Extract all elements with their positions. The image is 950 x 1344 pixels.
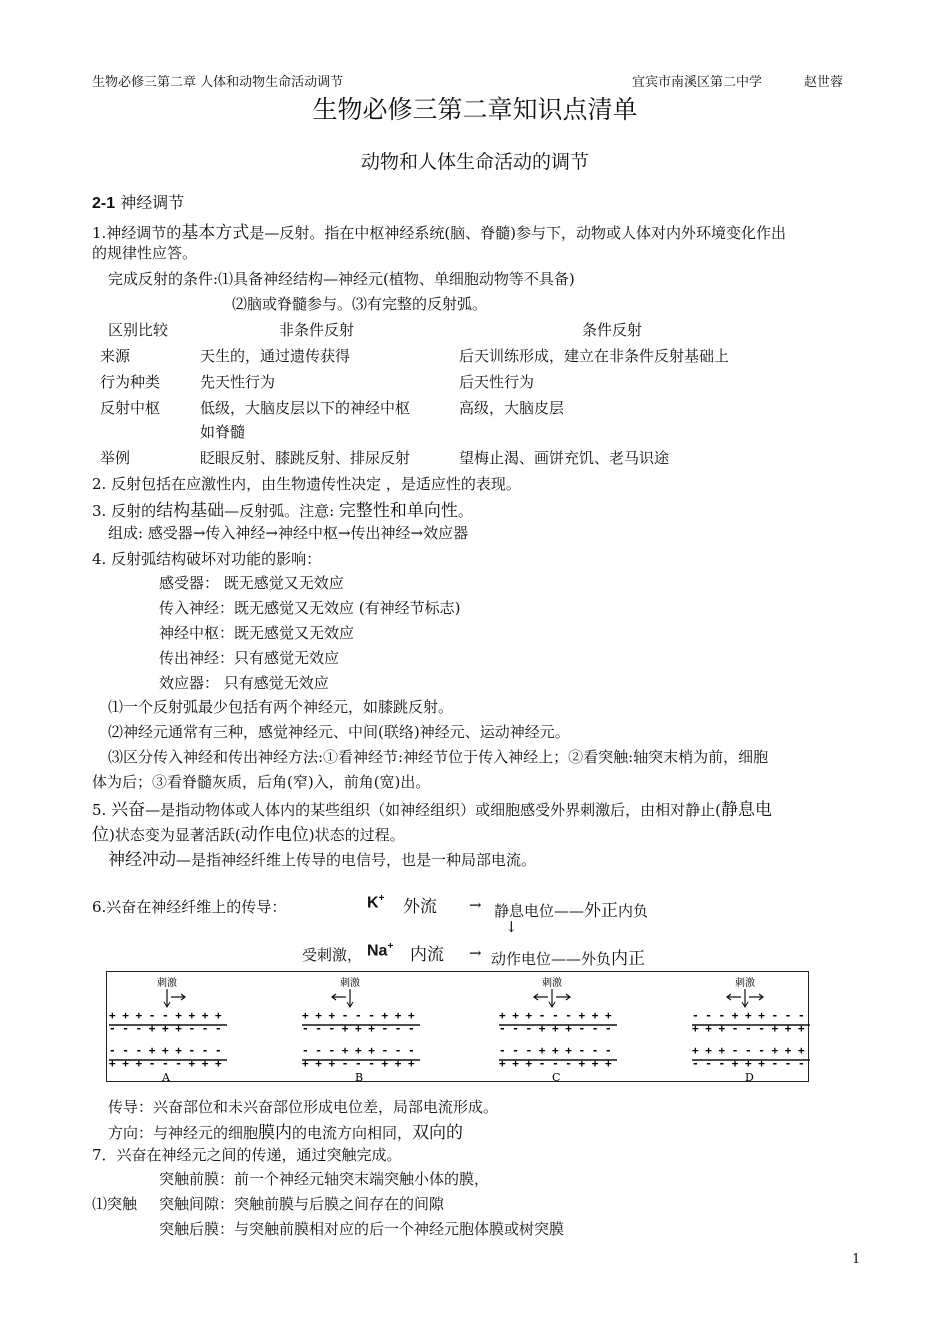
p5-resting: 静息电 [720, 800, 772, 820]
running-header-school: 宜宾市南溪区第二中学 [632, 75, 763, 90]
table-cell: 后天训练形成，建立在非条件反射基础上 [459, 347, 730, 365]
arrow-right-icon: → [469, 944, 482, 962]
charge-row: - - - + + + - - - [109, 1044, 222, 1057]
conduction-arrow-right [749, 994, 763, 1000]
table-cell: 低级，大脑皮层以下的神经中枢 [200, 399, 411, 417]
paragraph-5 [92, 795, 772, 820]
membrane-panel-D [692, 976, 810, 1083]
p5-line2c: )状态的过程。 [308, 826, 405, 844]
table-row-label: 举例 [100, 449, 131, 467]
charge-row: + + + - - - + + + [692, 1022, 805, 1035]
table-header-conditioned: 条件反射 [582, 321, 643, 339]
panel-label: A [162, 1071, 170, 1083]
charge-row: - - - + + + - - - [692, 1057, 805, 1070]
page-subtitle: 动物和人体生命活动的调节 [360, 151, 589, 173]
note-item: ⑴一个反射弧最少包括有两个神经元，如膝跳反射。 [108, 698, 454, 716]
paragraph-6-label: 6.兴奋在神经纤维上的传导： [92, 898, 287, 916]
sodium-influx: 内流 [410, 945, 444, 965]
conduction-arrow-right [556, 994, 570, 1000]
p3-mid: —反射弧。注意: [224, 502, 339, 520]
synapse-item: 突触后膜：与突触前膜相对应的后一个神经元胞体膜或树突膜 [159, 1220, 565, 1238]
table-header-compare: 区别比较 [108, 321, 169, 339]
list-item: 神经中枢：既无感觉又无效应 [159, 624, 355, 642]
p5-number: 5. [92, 801, 112, 819]
table-cell: 望梅止渴、画饼充饥、老马识途 [459, 449, 670, 467]
synapse-item: 突触前膜：前一个神经元轴突末端突触小体的膜， [159, 1170, 490, 1188]
table-header-unconditioned: 非条件反射 [279, 321, 355, 339]
paragraph-1-line2: 的规律性应答。 [92, 244, 198, 262]
table-cell: 天生的，通过遗传获得 [200, 347, 351, 365]
table-cell: 后天性行为 [459, 373, 535, 391]
table-cell: 先天性行为 [200, 373, 276, 391]
table-row-label: 反射中枢 [100, 399, 161, 417]
note-item: ⑵神经元通常有三种，感觉神经元、中间(联络)神经元、运动神经元。 [108, 723, 570, 741]
charge-row: + + + - - - + + + [302, 1057, 415, 1070]
panel-label: B [355, 1071, 364, 1083]
running-header-author: 赵世蓉 [804, 75, 844, 90]
stimulus-label: 刺激 [157, 978, 177, 989]
list-item: 效应器： 只有感觉无效应 [159, 674, 329, 692]
stimulus-label: 刺激 [340, 978, 360, 989]
paragraph-3 [92, 496, 473, 521]
note-item: 体为后；③看脊髓灰质，后角(窄)入，前角(宽)出。 [92, 773, 431, 791]
sodium-ion: Na+ [367, 941, 394, 960]
potassium-efflux: 外流 [403, 897, 437, 917]
membrane-panel-C [499, 976, 617, 1083]
stimulus-label: 刺激 [735, 978, 755, 989]
charge-row: + + + - - - + + + [109, 1057, 222, 1070]
table-cell: 高级，大脑皮层 [459, 399, 565, 417]
paragraph-1 [92, 218, 786, 243]
conduction-arrow-left [727, 994, 741, 1000]
charge-row: + + + - - - + + + [692, 1044, 805, 1057]
conduction-arrow-right [171, 994, 185, 1000]
section-name: 神经调节 [120, 193, 185, 212]
membrane-panel-A [109, 976, 227, 1083]
p1-prefix: 1.神经调节的 [92, 224, 182, 242]
charge-row: + + + - - - + + + [499, 1009, 612, 1022]
charge-row: + + + - - - + + + [302, 1009, 415, 1022]
paragraph-5-line2 [92, 820, 405, 845]
membrane-potential-diagram [107, 972, 810, 1083]
charge-row: - - - + + + - - - [692, 1009, 805, 1022]
paragraph-7-title: 7．兴奋在神经元之间的传递，通过突触完成。 [92, 1146, 402, 1164]
p5-action-potential: 动作电位 [240, 825, 309, 845]
paragraph-5-impulse [108, 845, 536, 870]
p1-rest: 是—反射。指在中枢神经系统(脑、脊髓)参与下，动物或人体对内外环境变化作出 [249, 224, 787, 242]
table-row-label: 来源 [100, 347, 131, 365]
p5-line2a: 位 [92, 825, 109, 845]
section-heading [92, 190, 184, 213]
charge-row: - - - + + + - - - [109, 1022, 222, 1035]
p3-prefix: 3. 反射的 [92, 502, 157, 520]
list-item: 传入神经：既无感觉又无效应 (有神经节标志) [159, 599, 461, 617]
reflex-arc-composition: 组成: 感受器→传入神经→神经中枢→传出神经→效应器 [108, 524, 469, 542]
charge-row: + + + - - - + + + [499, 1057, 612, 1070]
charge-row: - - - + + + - - - [499, 1044, 612, 1057]
p3-end: 。 [457, 502, 473, 520]
nerve-conduction-figure [106, 971, 809, 1082]
list-item: 感受器： 既无感觉又无效应 [159, 574, 344, 592]
p1-emphasis: 基本方式 [181, 223, 250, 243]
conduction-arrow-left [534, 994, 548, 1000]
table-row-label: 行为种类 [100, 373, 161, 391]
conduction-arrow-left [332, 994, 346, 1000]
running-header-left: 生物必修三第二章 人体和动物生命活动调节 [92, 75, 344, 90]
arrow-down-icon: ↓ [505, 918, 518, 936]
synapse-item: 突触间隙：突触前膜与后膜之间存在的间隙 [159, 1195, 445, 1213]
p5-line2b: )状态变为显著活跃( [109, 826, 241, 844]
conditions-line2: ⑵脑或脊髓参与。⑶有完整的反射弧。 [232, 295, 488, 313]
note-item: ⑶区分传入神经和传出神经方法:①看神经节:神经节位于传入神经上；②看突触:轴突末梢为前，细胞 [108, 748, 769, 766]
page-title: 生物必修三第二章知识点清单 [312, 95, 638, 124]
page-number: 1 [852, 1252, 861, 1267]
panel-label: C [552, 1071, 561, 1083]
p5-term-excitation: 兴奋 [111, 800, 146, 820]
charge-row: + + + - - + + + + [109, 1009, 222, 1022]
charge-row: - - - + + + - - - [302, 1022, 415, 1035]
paragraph-4-title: 4. 反射弧结构破坏对功能的影响： [92, 550, 322, 568]
p3-emphasis-2: 完整性和单向性 [338, 501, 458, 521]
arrow-right-icon: → [469, 896, 482, 914]
direction-line: 方向：与神经元的细胞膜内的电流方向相同，双向的 [108, 1123, 464, 1143]
p5-text2: —是指神经纤维上传导的电信号，也是一种局部电流。 [176, 851, 537, 869]
charge-row: - - - + + + - - - [499, 1022, 612, 1035]
action-potential: 动作电位——外负内正 [491, 949, 646, 969]
conditions-line1: 完成反射的条件:⑴具备神经结构—神经元(植物、单细胞动物等不具备) [108, 270, 575, 288]
charge-row: - - - + + + - - - [302, 1044, 415, 1057]
p3-emphasis: 结构基础 [156, 501, 225, 521]
p5-text: —是指动物体或人体内的某些组织（如神经组织）或细胞感受外界刺激后，由相对静止( [145, 801, 721, 819]
resting-potential: 静息电位——外正内负 [494, 901, 649, 921]
table-cell: 如脊髓 [200, 423, 246, 441]
p5-term-impulse: 神经冲动 [108, 850, 176, 870]
section-number: 2-1 [92, 195, 116, 212]
panel-label: D [745, 1071, 754, 1083]
potassium-ion: K+ [367, 893, 385, 912]
synapse-label: ⑴突触 [92, 1195, 138, 1213]
paragraph-2: 2. 反射包括在应激性内，由生物遗传性决定 ，是适应性的表现。 [92, 475, 521, 493]
stimulated-label: 受刺激， [302, 946, 363, 964]
table-cell: 眨眼反射、膝跳反射、排尿反射 [200, 449, 411, 467]
list-item: 传出神经：只有感觉无效应 [159, 649, 340, 667]
membrane-panel-B [302, 976, 420, 1083]
conduction-line: 传导：兴奋部位和未兴奋部位形成电位差，局部电流形成。 [108, 1098, 499, 1116]
stimulus-label: 刺激 [542, 978, 562, 989]
